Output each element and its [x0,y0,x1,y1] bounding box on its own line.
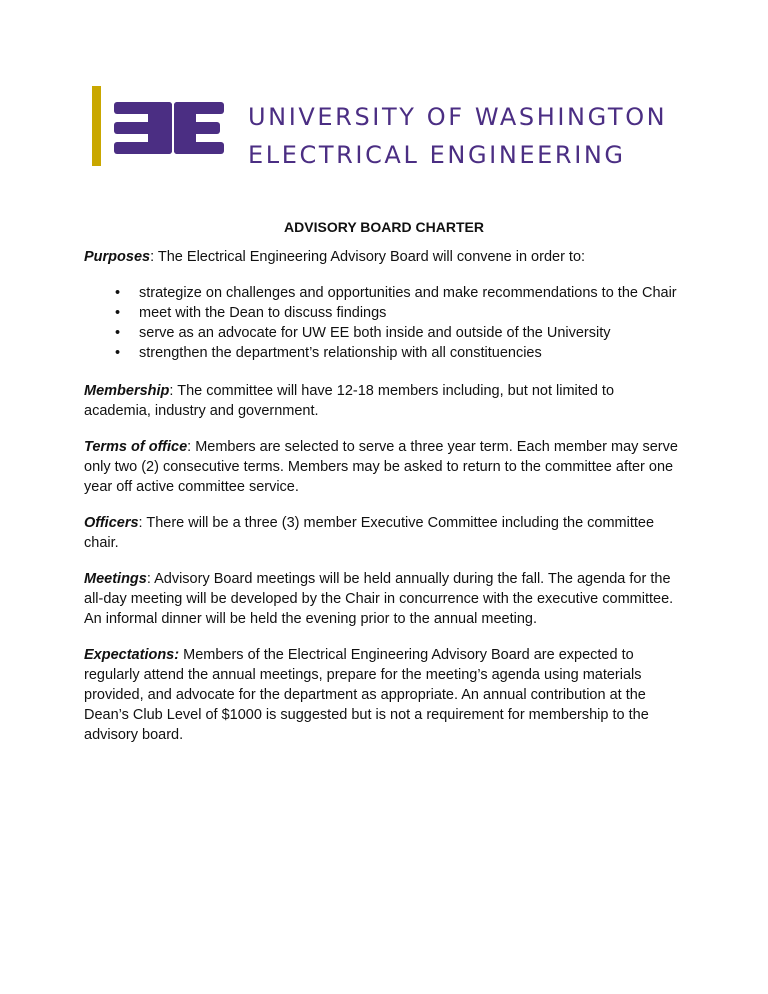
officers-section [84,513,684,553]
meetings-label: Meetings [84,571,147,587]
purposes-list [84,283,684,363]
logo-line-department: ELECTRICAL ENGINEERING [248,141,626,169]
purposes-label: Purposes [84,249,151,265]
membership-label: Membership [84,383,170,399]
membership-section [84,381,684,421]
officers-text: : There will be a three (3) member Executive Committee including the committee chair. [84,515,655,551]
logo-gold-bar [92,86,101,166]
purposes-text: : The Electrical Engineering Advisory Board will convene in order to: [150,249,586,265]
list-item: • strategize on challenges and opportunities and make recommendations to the Chair [115,283,684,303]
terms-label: Terms of office [84,439,188,455]
logo-line-university: UNIVERSITY OF WASHINGTON [248,103,668,131]
charter-body [84,247,684,761]
terms-text: : Members are selected to serve a three year term. Each member may serve only two (2) consecutive terms. Members may be asked to return to the committee after one year off active committee service. [84,439,678,495]
expectations-label: Expectations: [84,647,180,663]
meetings-section [84,569,684,629]
list-item: • meet with the Dean to discuss findings [115,303,684,323]
expectations-section [84,645,684,745]
terms-section [84,437,684,497]
meetings-text: : Advisory Board meetings will be held annually during the fall. The agenda for the all-day meeting will be developed by the Chair in concurrence with the executive committee. An informal dinner will be held the evening prior to the annual meeting. [84,571,674,627]
purposes-section [84,247,684,267]
uw-ee-logo [92,86,692,169]
officers-label: Officers [84,515,139,531]
list-item: • serve as an advocate for UW EE both inside and outside of the University [115,323,684,343]
logo-wordmark [248,98,667,174]
membership-text: : The committee will have 12-18 members including, but not limited to academia, industry and government. [84,383,615,419]
ee-logo-mark [92,86,232,166]
document-title: ADVISORY BOARD CHARTER [284,219,484,235]
expectations-text: Members of the Electrical Engineering Advisory Board are expected to regularly attend the annual meetings, prepare for the meeting’s agenda using materials provided, and advocate for the department as appropriate. An annual contribution at the Dean’s Club Level of $1000 is suggested but is not a requirement for membership to the advisory board. [84,647,649,743]
list-item: • strengthen the department’s relationship with all constituencies [115,343,684,363]
